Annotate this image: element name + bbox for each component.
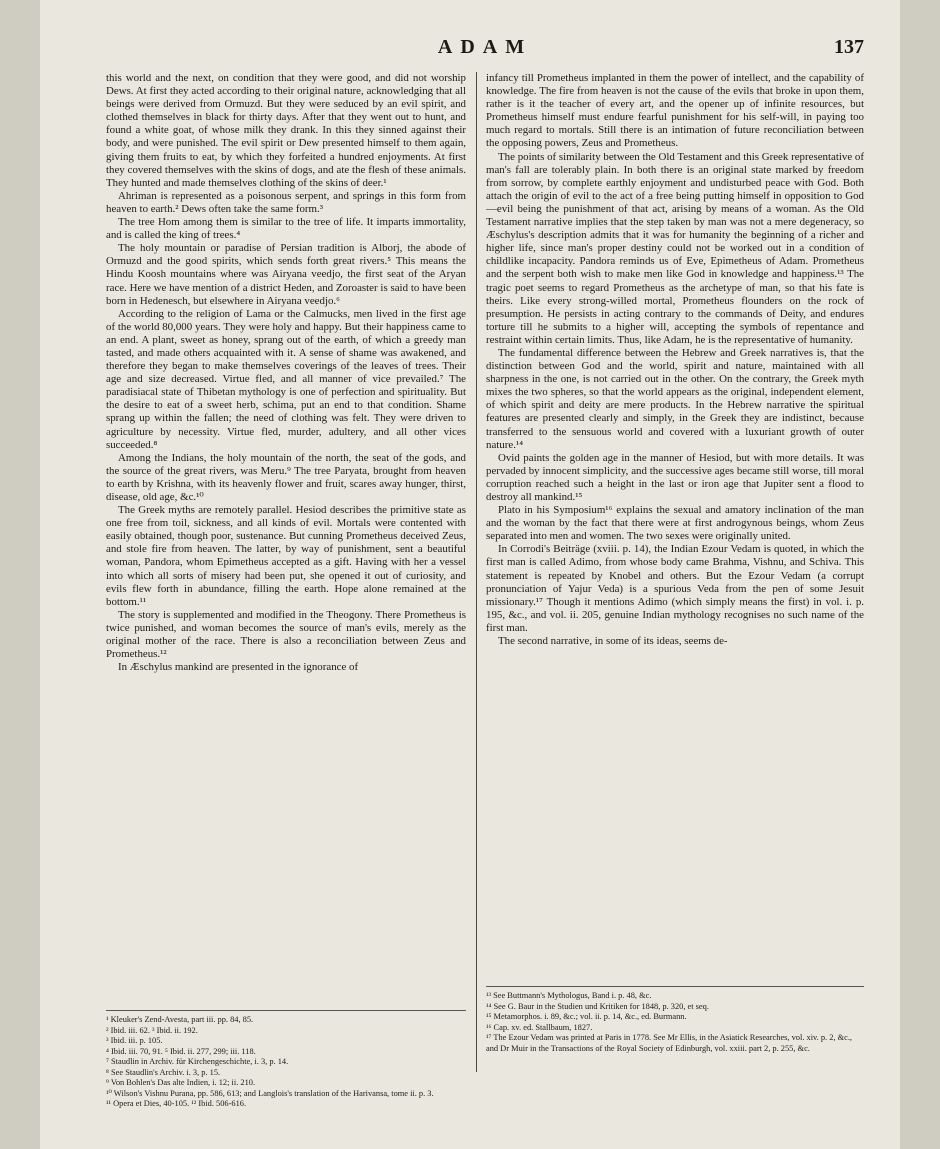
footnotes-left [106, 1010, 466, 1110]
running-head [106, 36, 864, 62]
left-column [106, 72, 466, 674]
paragraph: this world and the next, on condition that they were good, and did not worship Dews. At first they acted according to their original nature, acknowledging that all beings were derived from Ormuzd. But they were seduced by an evil spirit, and clothed themselves in black for thirty days. After that they went out to hunt, and found a white goat, of whose milk they drank. In this they sinned against their body, and were punished. The evil spirit or Dew presented himself to them again, giving them fruits to eat, by which they forfeited a hundred enjoyments. At first they covered themselves with the skins of dogs, and ate the flesh of these animals. They hunted and made themselves clothing of the skins of deer.¹ [106, 72, 466, 189]
footnote: ¹³ See Buttmann's Mythologus, Band i. p. 48, &c. [486, 991, 652, 1000]
footnote: ¹⁰ Wilson's Vishnu Purana, pp. 586, 613; and Langlois's translation of the Harivansa, tome ii. p. 3. [106, 1088, 434, 1098]
paragraph: The points of similarity between the Old Testament and this Greek representative of man's fall are tolerably plain. In both there is an original state marked by freedom from sorrow, by complete earthly enjoyment and undisturbed peace with God. Both attach the origin of evil to the act of a free being putting himself in opposition to God—evil being the punishment of that act, arising by means of a woman. As the Old Testament narrative implies that the step taken by man was not a mere degeneracy, so Æschylus's description admits that it was for humanity the beginning of a richer and higher life, since man's proper destiny could not be worked out in a condition of childlike incapacity. Pandora reminds us of Eve, Epimetheus of Adam. Prometheus and the serpent both wish to make men like God in knowledge and happiness.¹³ The tragic poet seems to regard Prometheus as the archetype of man, so that his fate is theirs. Like every strong-willed mortal, Prometheus flounders on the rock of presumption. He persists in acting contrary to the commands of Deity, and endures torture till he submits to a higher will, accepting the symbols of repentance and restraint within certain limits. Thus, like Adam, he is the representative of humanity. [486, 150, 864, 346]
paragraph: The second narrative, in some of its ideas, seems de- [498, 635, 728, 648]
paragraph: Among the Indians, the holy mountain of the north, the seat of the gods, and the source of the great rivers, was Meru.⁹ The tree Paryata, brought from heaven to earth by Krishna, with its heavenly flower and fruit, scares away hunger, thirst, disease, old age, &c.¹⁰ [106, 451, 466, 503]
footnote: ⁷ Staudlin in Archiv. für Kirchengeschichte, i. 3, p. 14. [106, 1057, 289, 1066]
paragraph: According to the religion of Lama or the Calmucks, men lived in the first age of the world 80,000 years. They were holy and happy. But their happiness came to an end. A plant, sweet as honey, sprang out of the earth, of which a greedy man tasted, and made others acquainted with it. A sense of shame was awakened, and therefore they began to make themselves coverings of the leaves of trees. Their age and size decreased. Virtue fled, and all manner of vice prevailed.⁷ The paradisiacal state of Thibetan mythology is one of perfection and spirituality. But the desire to eat of a sweet herb, schima, put an end to that condition. Shame sprang up within the fallen; the need of clothing was felt. They were driven to agriculture by necessity. Virtue fled, murder, adultery, and all other vices succeeded.⁸ [106, 307, 466, 451]
paragraph: The fundamental difference between the Hebrew and Greek narratives is, that the distinction between God and the world, spirit and nature, maintained with all sharpness in the one, is not carried out in the other. On the contrary, the Greek myth mixes the two spheres, so that the world appears as the original, independent element, of which spirit and deity are mere products. In the Hebrew narrative the spiritual features are presented clearly and simply, in the Greek they are indistinct, because transferred to the sensuous world and covered with a luxuriant growth of outer nature.¹⁴ [486, 346, 864, 451]
footnote: ² Ibid. iii. 62. ³ Ibid. ii. 192. [106, 1025, 198, 1035]
footnote: ⁹ Von Bohlen's Das alte Indien, i. 12; ii. 210. [106, 1078, 256, 1087]
footnote: ³ Ibid. iii. p. 105. [106, 1036, 163, 1045]
paragraph: Ahriman is represented as a poisonous serpent, and springs in this form from heaven to earth.² Dews often take the same form.³ [106, 189, 466, 215]
paragraph: In Corrodi's Beiträge (xviii. p. 14), the Indian Ezour Vedam is quoted, in which the first man is called Adimo, from whose body came Brahma, Vishnu, and Schiva. This statement is repeated by Knobel and others. But the Ezour Vedam (a corrupt pronunciation of Yajur Veda) is a spurious Veda from the pen of some Jesuit missionary.¹⁷ Though it mentions Adimo (which simply means the first) in vol. i. p. 195, &c., and vol. ii. 205, genuine Indian mythology recognises no such name of the first man. [486, 543, 864, 634]
paragraph: Plato in his Symposium¹⁶ explains the sexual and amatory inclination of the man and the woman by the fact that there were at first androgynous beings, whom Zeus separated into men and women. The two sexes were originally united. [486, 504, 864, 543]
footnote: ¹¹ Opera et Dies, 40-105. ¹² Ibid. 506-616. [106, 1099, 247, 1108]
paragraph: The Greek myths are remotely parallel. Hesiod describes the primitive state as one free from toil, sickness, and all kinds of evil. Mortals were contented with easily obtained, though poor, sustenance. But cunning Prometheus deceived Zeus, and stole fire from heaven. The latter, by way of punishment, sent a beautiful woman, Pandora, whom Epimetheus accepted as a gift. Having with her a vessel into which all sorts of misery had been put, she opened it out of curiosity, and evils flew forth in abundance, filling the earth. Hope alone remained at the bottom.¹¹ [106, 504, 466, 608]
right-column [486, 72, 864, 648]
paragraph: In Æschylus mankind are presented in the ignorance of [118, 661, 359, 674]
page-number: 137 [834, 36, 864, 58]
footnote: ¹⁵ Metamorphos. i. 89, &c.; vol. ii. p. 14, &c., ed. Burmann. [486, 1012, 687, 1021]
book-page [40, 0, 900, 1149]
paragraph: The holy mountain or paradise of Persian tradition is Alborj, the abode of Ormuzd and the good spirits, which sends forth great rivers.⁵ This means the Hindu Koosh mountains where was Airyana veedjo, the first seat of the Aryan race. Here we have mention of a district Heden, and Zoroaster is said to have been born in Hedenesch, but elsewhere in Airyana veedjo.⁶ [106, 242, 466, 307]
paragraph: Ovid paints the golden age in the manner of Hesiod, but with more details. It was pervaded by innocent simplicity, and the successive ages became still worse, till moral corruption reached such a height in the last or iron age that Jupiter sent a flood to destroy all mankind.¹⁵ [486, 451, 864, 503]
footnote: ¹ Kleuker's Zend-Avesta, part iii. pp. 84, 85. [106, 1015, 254, 1024]
paragraph: infancy till Prometheus implanted in them the power of intellect, and the capability of knowledge. The fire from heaven is not the cause of the evils that broke in upon them, rather is it the teacher of every art, and the opener up of infinite resources, but Prometheus himself must endure fearful punishment for his self-will, in paying too much regard to mortals. Still there is an intimation of future reconciliation between the opposing powers, Zeus and Prometheus. [486, 72, 864, 150]
paragraph: The tree Hom among them is similar to the tree of life. It imparts immortality, and is called the king of trees.⁴ [106, 216, 466, 242]
footnote: ¹⁴ See G. Baur in the Studien und Kritiken for 1848, p. 320, et seq. [486, 1001, 709, 1011]
footnote: ⁸ See Staudlin's Archiv. i. 3, p. 15. [106, 1067, 221, 1077]
paragraph: The story is supplemented and modified in the Theogony. There Prometheus is twice punished, and woman becomes the source of man's evils, merely as the original mother of the race. There is also a reconciliation between Zeus and Prometheus.¹² [106, 608, 466, 661]
column-rule [476, 72, 477, 1072]
footnote: ¹⁶ Cap. xv. ed. Stallbaum, 1827. [486, 1022, 593, 1032]
page-title: ADAM [437, 36, 533, 58]
footnote: ⁴ Ibid. iii. 70, 91. ⁵ Ibid. ii. 277, 299; iii. 118. [106, 1046, 256, 1056]
footnotes-right [486, 986, 864, 1054]
footnote: ¹⁷ The Ezour Vedam was printed at Paris in 1778. See Mr Ellis, in the Asiatick Researches, vol. xiv. p. 2, &c., and Dr Muir in the Transactions of the Royal Society of Edinburgh, vol. xxiii. part 2, p. 255, &c. [486, 1033, 853, 1053]
